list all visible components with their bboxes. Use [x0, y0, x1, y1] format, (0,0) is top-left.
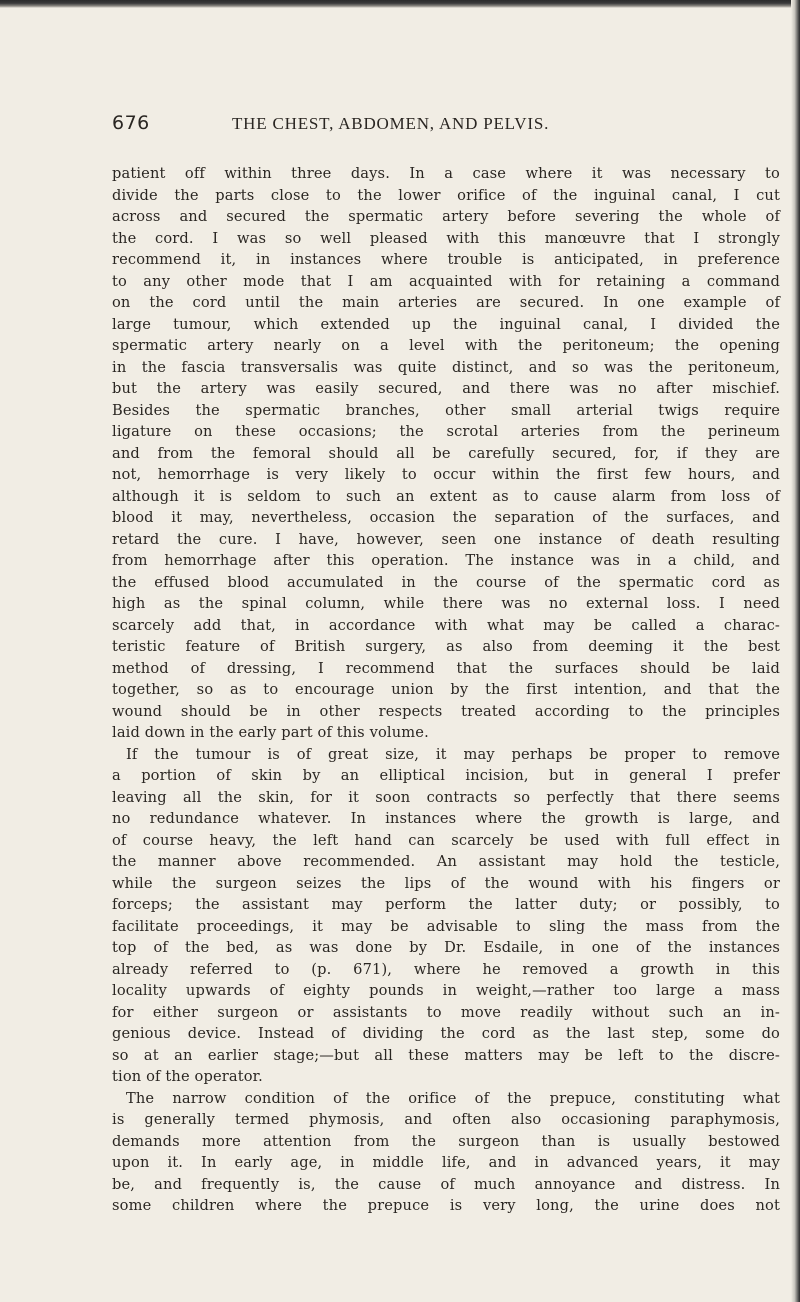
text-line: some children where the prepuce is very long, the urine does not — [112, 1197, 780, 1214]
text-line: across and secured the spermatic artery before severing the whole of — [112, 208, 780, 225]
page-number: 676 — [112, 112, 150, 134]
text-line: demands more attention from the surgeon than is usually bestowed — [112, 1132, 780, 1150]
text-line: scarcely add that, in accordance with what may be called a charac- — [112, 616, 780, 634]
body-text — [112, 163, 780, 1217]
text-line: wound should be in other respects treated according to the principles — [112, 702, 780, 720]
text-line: in the fascia transversalis was quite distinct, and so was the peritoneum, — [112, 358, 780, 376]
text-line: together, so as to encourage union by the first intention, and that the — [112, 681, 780, 698]
text-line: tion of the operator. — [112, 1068, 263, 1085]
text-line: while the surgeon seizes the lips of the wound with his fingers or — [112, 874, 780, 892]
text-line: divide the parts close to the lower orifice of the inguinal canal, I cut — [112, 186, 780, 204]
text-line: no redundance whatever. In instances where the growth is large, and — [112, 810, 780, 827]
text-line: teristic feature of British surgery, as also from deeming it the best — [112, 638, 780, 655]
text-line: blood it may, nevertheless, occasion the separation of the surfaces, and — [112, 509, 780, 526]
text-line: a portion of skin by an elliptical incision, but in general I prefer — [112, 767, 780, 784]
text-line: the manner above recommended. An assistant may hold the testicle, — [112, 853, 780, 870]
running-title: THE CHEST, ABDOMEN, AND PELVIS. — [232, 114, 550, 133]
text-line: leaving all the skin, for it soon contracts so perfectly that there seems — [112, 788, 780, 806]
text-line: retard the cure. I have, however, seen one instance of death resulting — [112, 530, 780, 548]
text-line: patient off within three days. In a case where it was necessary to — [112, 165, 780, 182]
text-line: from hemorrhage after this operation. The instance was in a child, and — [112, 552, 780, 569]
text-line: forceps; the assistant may perform the latter duty; or possibly, to — [112, 896, 780, 913]
running-header — [112, 112, 764, 142]
text-line: high as the spinal column, while there was no external loss. I need — [112, 595, 780, 612]
text-line: facilitate proceedings, it may be advisable to sling the mass from the — [112, 917, 780, 935]
text-line: not, hemorrhage is very likely to occur within the first few hours, and — [112, 466, 780, 483]
page-right-shadow — [791, 0, 800, 1302]
text-line: Besides the spermatic branches, other small arterial twigs require — [112, 401, 780, 419]
page-top-shadow — [0, 0, 800, 8]
text-line: but the artery was easily secured, and there was no after mischief. — [112, 380, 780, 397]
text-line: the cord. I was so well pleased with this manœuvre that I strongly — [112, 229, 780, 247]
text-line: locality upwards of eighty pounds in weight,—rather too large a mass — [112, 982, 780, 999]
text-line: If the tumour is of great size, it may perhaps be proper to remove — [126, 745, 780, 763]
text-line: upon it. In early age, in middle life, and in advanced years, it may — [112, 1154, 780, 1171]
text-line: although it is seldom to such an extent as to cause alarm from loss of — [112, 487, 780, 505]
text-line: spermatic artery nearly on a level with the peritoneum; the opening — [112, 337, 780, 354]
text-line: top of the bed, as was done by Dr. Esdaile, in one of the instances — [112, 939, 780, 956]
text-line: is generally termed phymosis, and often also occasioning paraphymosis, — [112, 1111, 780, 1128]
text-line: method of dressing, I recommend that the surfaces should be laid — [112, 659, 780, 677]
text-line: so at an earlier stage;—but all these matters may be left to the discre- — [112, 1046, 780, 1064]
text-line: for either surgeon or assistants to move readily without such an in- — [112, 1003, 780, 1021]
text-line: laid down in the early part of this volume. — [112, 724, 429, 741]
text-line: The narrow condition of the orifice of the prepuce, constituting what — [126, 1089, 780, 1107]
text-line: the effused blood accumulated in the course of the spermatic cord as — [112, 573, 780, 591]
text-line: ligature on these occasions; the scrotal arteries from the perineum — [112, 423, 780, 440]
text-line: to any other mode that I am acquainted with for retaining a command — [112, 272, 780, 290]
text-line: of course heavy, the left hand can scarcely be used with full effect in — [112, 831, 780, 849]
text-line: on the cord until the main arteries are secured. In one example of — [112, 294, 780, 311]
text-line: large tumour, which extended up the inguinal canal, I divided the — [112, 315, 780, 333]
text-line: be, and frequently is, the cause of much annoyance and distress. In — [112, 1175, 780, 1193]
text-line: and from the femoral should all be carefully secured, for, if they are — [112, 444, 780, 462]
text-line: recommend it, in instances where trouble is anticipated, in preference — [112, 251, 780, 268]
text-line: genious device. Instead of dividing the cord as the last step, some do — [112, 1025, 780, 1042]
text-line: already referred to (p. 671), where he removed a growth in this — [112, 960, 780, 978]
